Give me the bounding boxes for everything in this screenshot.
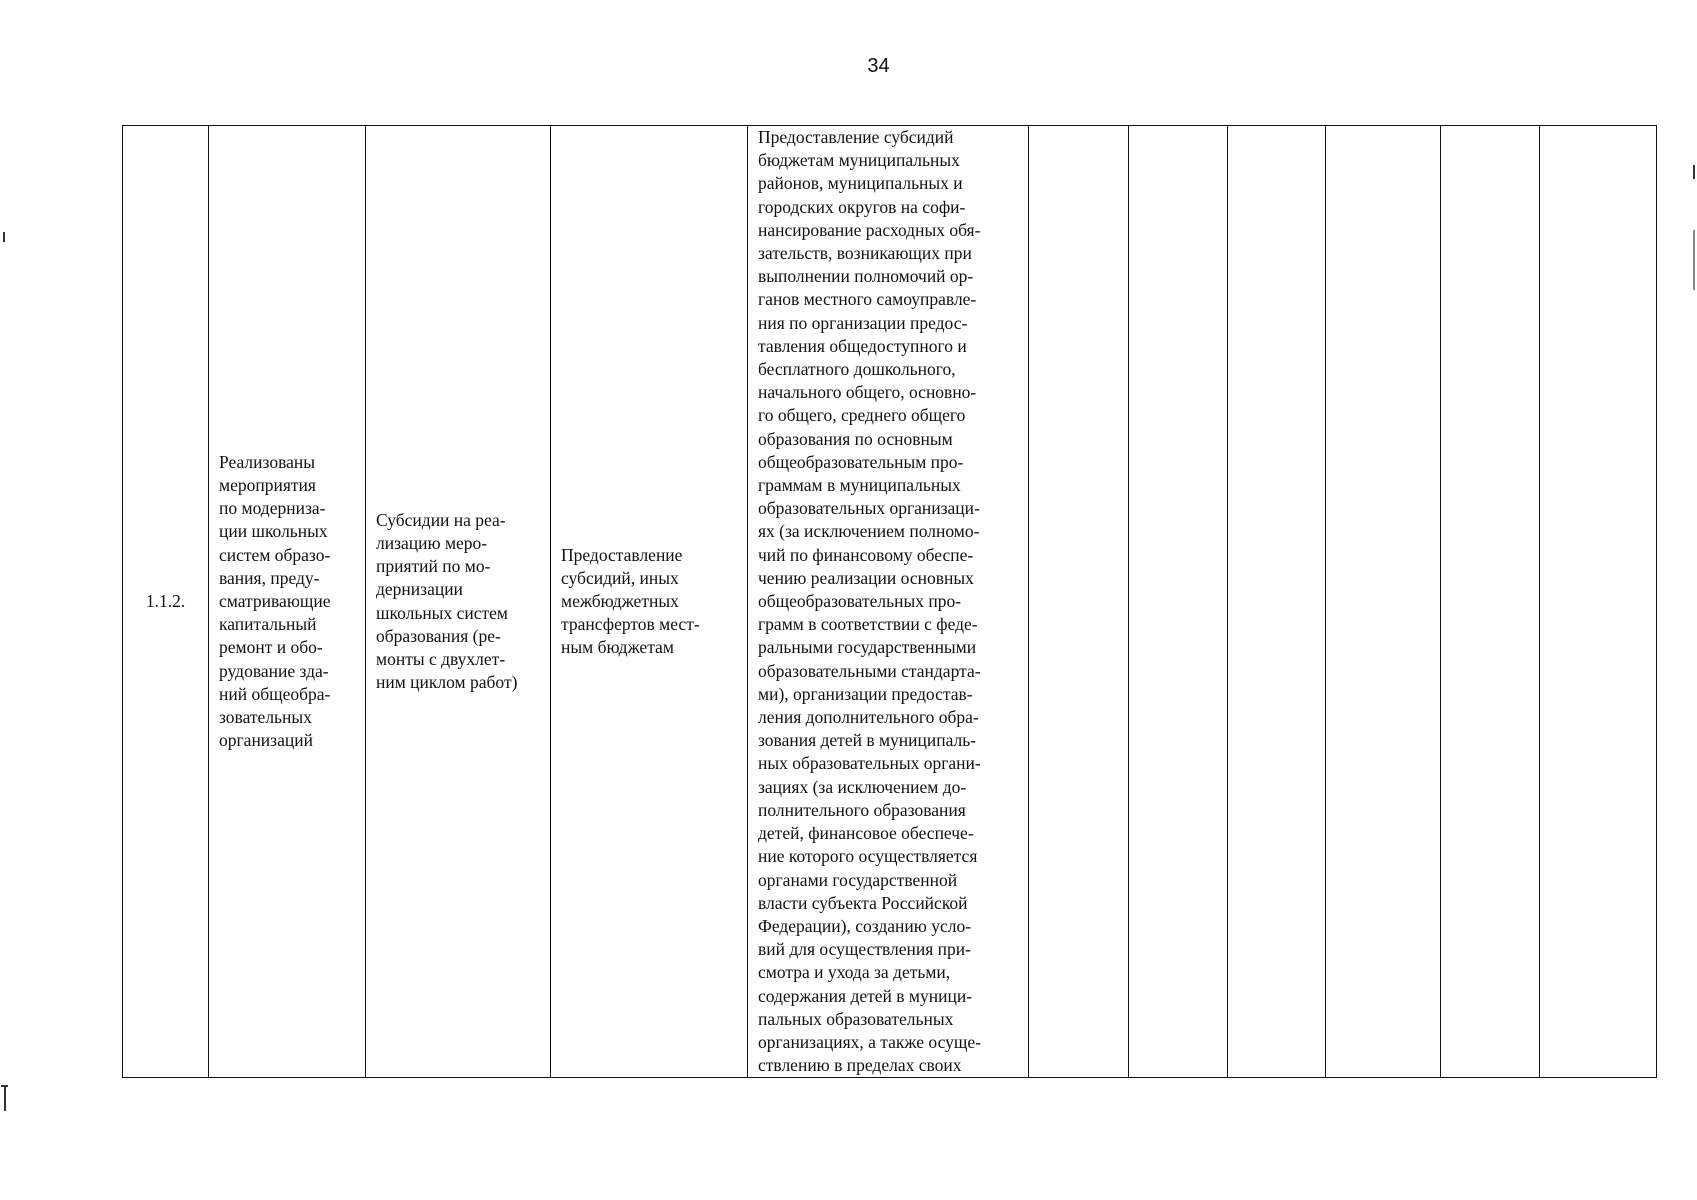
page-number: 34 (867, 55, 890, 77)
empty-cell-2 (1129, 126, 1228, 1078)
scan-mark-left-top (3, 232, 5, 242)
scan-mark-left-bottom-2 (4, 1087, 6, 1111)
empty-cell-1 (1029, 126, 1129, 1078)
table-row (123, 126, 1657, 1078)
empty-cell-6 (1540, 126, 1657, 1078)
description-cell: Предоставление субсидий бюджетам муниципальных районов, муниципальных и городских округов на софи- нансирование расходных обя- зательств, возникающих при выполнении полномочий ор- ганов местного самоуправле- ния по организации предос- тавления общедоступного и бесплатного дошкольного, начального общего, основно- го общего, среднего общего образования по основным общеобразовательным про- граммам в муниципальных образовательных организаци- ях (за исключением полномо- чий по финансовому обеспе- чению реализации основных общеобразовательных про- грамм в соответствии с феде- ральными государственными образовательными стандарта- ми), организации предостав- ления дополнительного обра- зования детей в муниципаль- ных образовательных органи- зациях (за исключением до- полнительного образования детей, финансовое обеспече- ние которого осуществляется органами государственной власти субъекта Российской Федерации), созданию усло- вий для осуществления при- смотра и ухода за детьми, содержания детей в муници- пальных образовательных организациях, а также осуще- ствлению в пределах своих (748, 126, 1029, 1078)
row-number-cell: 1.1.2. (123, 126, 209, 1078)
scan-mark-right-2 (1693, 230, 1695, 290)
mechanism-cell: Предоставление субсидий, иных межбюджетных трансфертов мест- ным бюджетам (551, 126, 748, 1078)
program-table (122, 125, 1657, 1078)
scan-mark-right-1 (1693, 165, 1695, 179)
empty-cell-3 (1228, 126, 1326, 1078)
subsidy-cell: Субсидии на реа- лизацию меро- приятий по мо- дернизации школьных систем образования (ре- монты с двухлет- ним циклом работ) (366, 126, 551, 1078)
result-cell: Реализованы мероприятия по модерниза- ции школьных систем образо- вания, преду- сматривающие капитальный ремонт и обо- рудование зда- ний общеобра- зовательных организаций (209, 126, 366, 1078)
empty-cell-4 (1326, 126, 1441, 1078)
empty-cell-5 (1441, 126, 1540, 1078)
